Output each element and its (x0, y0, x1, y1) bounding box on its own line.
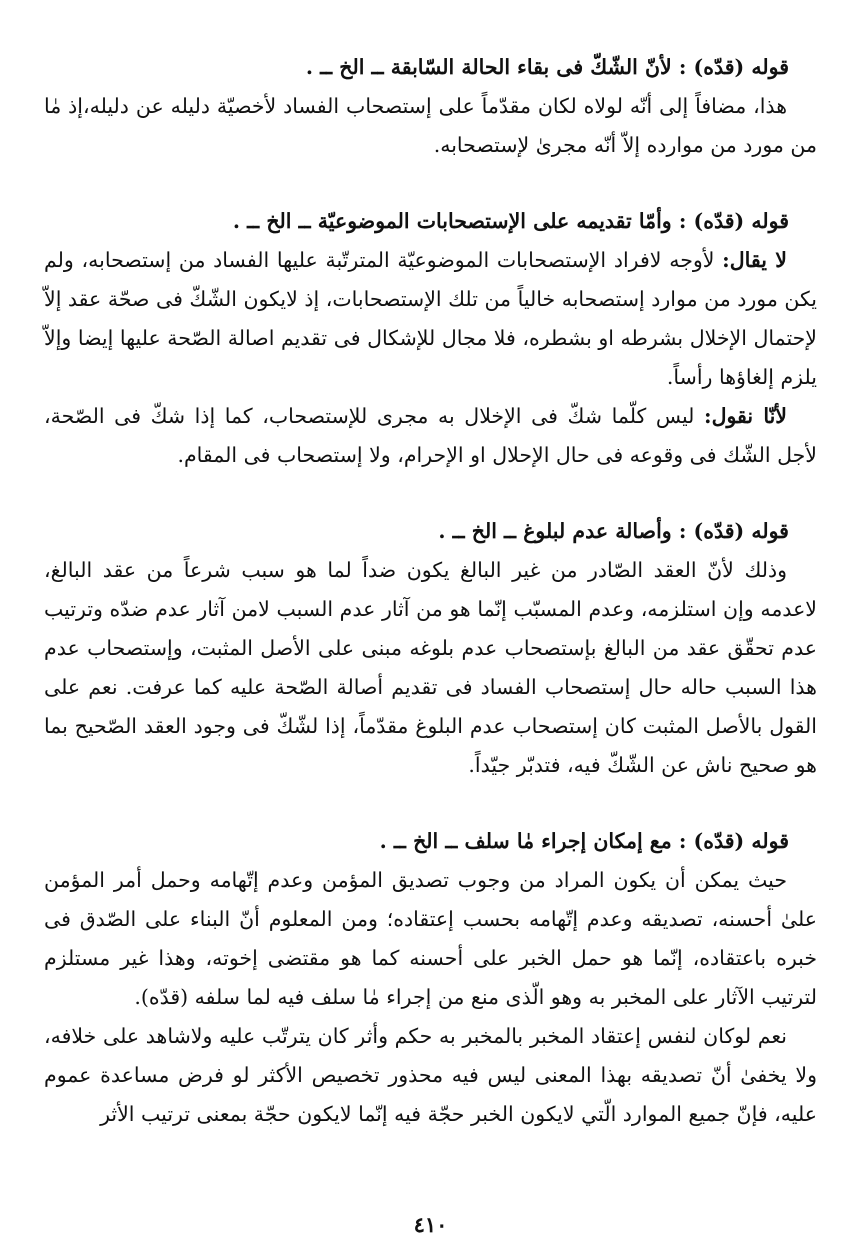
section-4 (44, 822, 817, 1134)
document-page (44, 48, 817, 1171)
paragraph-text: لأوجه لافراد الإستصحابات الموضوعيّة المترتّبة عليها الفساد من إستصحابه، ولم يكن مورد من موارد إستصحابه خالياً من تلك الإستصحابات، إذ لايكون الشّكّ فى صحّة عقد إلاّ لإحتمال الإخلال بشرطه او بشطره، فلا مجال للإشكال فى تقديم اصالة الصّحة عليها إيضا وإلاّ يلزم إلغاؤها رأساً. (44, 248, 817, 389)
paragraph (44, 241, 817, 397)
section-heading: قوله (قدّه) : وأمّا تقديمه على الإستصحابات الموضوعيّة ــ الخ ــ . (232, 209, 789, 233)
paragraph-lead: لأنّا نقول: (704, 404, 787, 428)
section-heading: قوله (قدّه) : مع إمكان إجراء مٰا سلف ــ الخ ــ . (379, 829, 789, 853)
section-1 (44, 48, 817, 165)
paragraph-lead: لا يقال: (722, 248, 787, 272)
paragraph (44, 87, 817, 165)
paragraph (44, 861, 817, 1017)
section-2 (44, 202, 817, 475)
paragraph-text: حيث يمكن أن يكون المراد من وجوب تصديق المؤمن وعدم إتّهامه وحمل أمر المؤمن علىٰ أحسنه، تصديقه وعدم إتّهامه بحسب إعتقاده؛ ومن المعلوم أنّ البناء على الصّدق فى خبره باعتقاده، إنّما هو حمل الخبر على أحسنه كما هو مقتضى إخوته، وهذا غير مستلزم لترتيب الآثار على المخبر به وهو الّذى منع من إجراء مٰا سلف فيه لما سلفه (قدّه). (44, 868, 817, 1009)
paragraph (44, 397, 817, 475)
paragraph-text: وذلك لأنّ العقد الصّادر من غير البالغ يكون ضداً لما هو سبب شرعاً من عقد البالغ، لاعدمه وإن استلزمه، وعدم المسبّب إنّما هو من آثار عدم السبب لامن آثار عدم ضدّه وترتيب عدم تحقّق عقد من البالغ بإستصحاب عدم بلوغه مبنى على الأصل المثبت، وإستصحاب عدم هذا السبب حاله حال إستصحاب الفساد فى تقديم أصالة الصّحة عليه كما عرفت. نعم على القول بالأصل المثبت كان إستصحاب عدم البلوغ مقدّماً، إذا لشّكّ فى وجود العقد الصّحيح بما هو صحيح ناش عن الشّكّ فيه، فتدبّر جيّداً. (44, 558, 817, 777)
paragraph-text: ليس كلّما شكّ فى الإخلال به مجرى للإستصحاب، كما إذا شكّ فى الصّحة، لأجل الشّك فى وقوعه فى حال الإحلال او الإحرام، ولا إستصحاب فى المقام. (44, 404, 817, 467)
paragraph-text: نعم لوكان لنفس إعتقاد المخبر بالمخبر به حكم وأثر كان يترتّب عليه ولاشاهد على خلافه، ولا يخفىٰ أنّ تصديقه بهذا المعنى ليس فيه محذور تخصيص الأكثر لو فرض مساعدة عموم عليه، فإنّ جميع الموارد الّتي لايكون الخبر حجّة فيه إنّما لايكون حجّة بمعنى ترتيب الأثر (44, 1024, 817, 1126)
paragraph-text: هذا، مضافاً إلى أنّه لولاه لكان مقدّماً على إستصحاب الفساد لأخصيّة دليله عن دليله،إذ مٰا من مورد من موارده إلاّ أنّه مجرىٰ لإستصحابه. (44, 94, 817, 157)
section-3 (44, 512, 817, 785)
paragraph (44, 1017, 817, 1134)
section-heading: قوله (قدّه) : وأصالة عدم لبلوغ ــ الخ ــ . (438, 519, 789, 543)
page-number: ٤١٠ (413, 1212, 448, 1237)
paragraph (44, 551, 817, 785)
section-heading: قوله (قدّه) : لأنّ الشّكّ فى بقاء الحالة السّابقة ــ الخ ــ . (305, 55, 789, 79)
